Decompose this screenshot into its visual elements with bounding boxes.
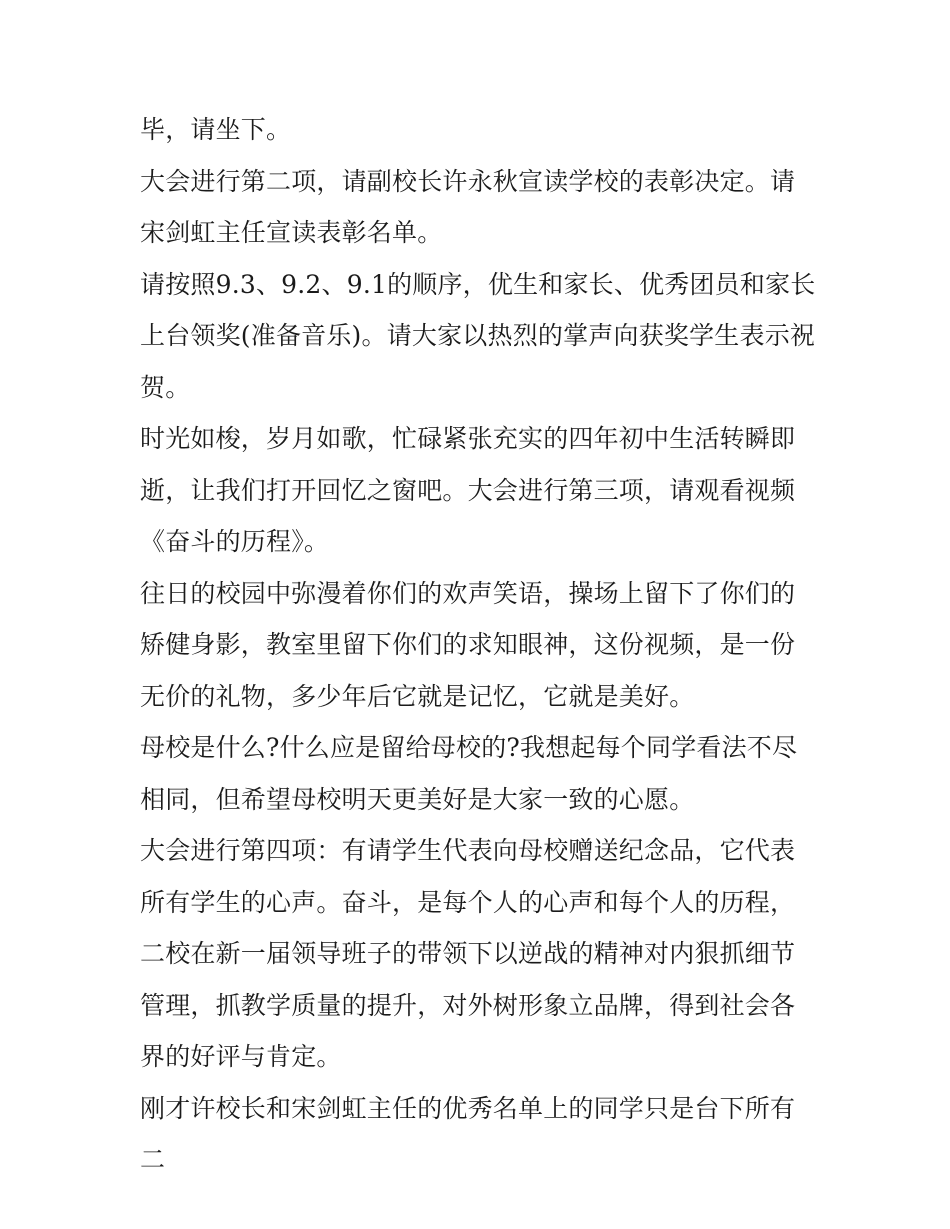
paragraph-1: 毕，请坐下。 [140, 115, 292, 144]
paragraph-2: 大会进行第二项，请副校长许永秋宣读学校的表彰决定。请宋剑虹主任宣读表彰名单。 [140, 166, 796, 247]
paragraph-8: 刚才许校长和宋剑虹主任的优秀名单上的同学只是台下所有二 [140, 1093, 796, 1174]
paragraph-3: 请按照9.3、9.2、9.1的顺序，优生和家长、优秀团员和家长上台领奖(准备音乐)。请大家以热烈的掌声向获奖学生表示祝贺。 [140, 269, 816, 402]
paragraph-7: 大会进行第四项：有请学生代表向母校赠送纪念品，它代表所有学生的心声。奋斗，是每个人的心声和每个人的历程，二校在新一届领导班子的带领下以逆战的精神对内狠抓细节管理，抓教学质量的提升，对外树形象立品牌，得到社会各界的好评与肯定。 [140, 836, 796, 1071]
paragraph-5: 往日的校园中弥漫着你们的欢声笑语，操场上留下了你们的矫健身影，教室里留下你们的求知眼神，这份视频，是一份无价的礼物，多少年后它就是记忆，它就是美好。 [140, 578, 796, 711]
paragraph-6: 母校是什么?什么应是留给母校的?我想起每个同学看法不尽相同，但希望母校明天更美好是大家一致的心愿。 [140, 733, 798, 814]
paragraph-4: 时光如梭，岁月如歌，忙碌紧张充实的四年初中生活转瞬即逝，让我们打开回忆之窗吧。大会进行第三项，请观看视频《奋斗的历程》。 [140, 424, 796, 556]
document-body [140, 104, 820, 1186]
